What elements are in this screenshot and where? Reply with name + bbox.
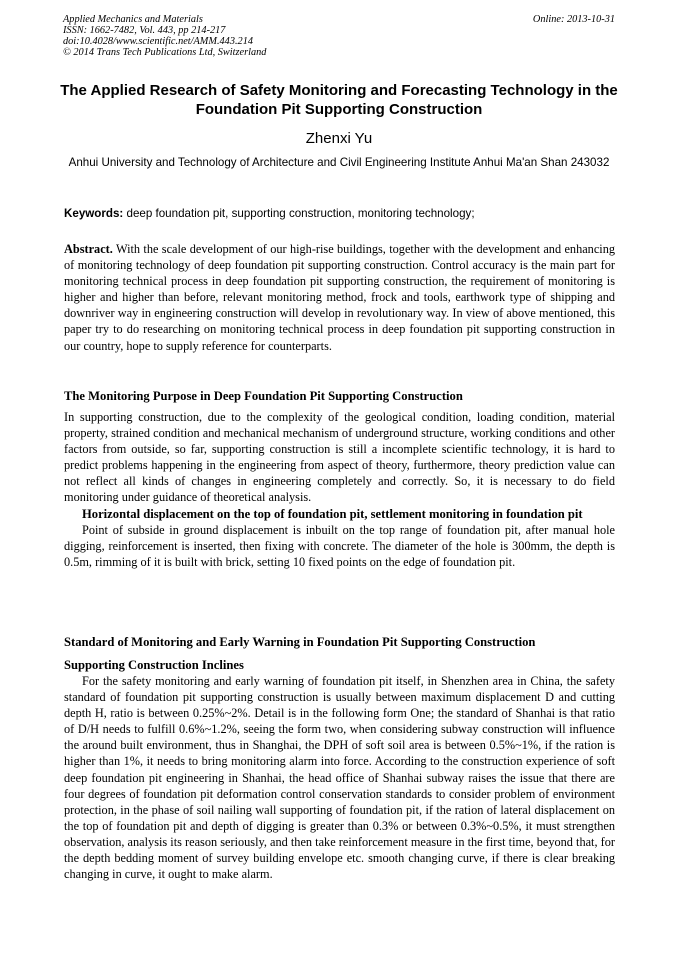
paper-title: The Applied Research of Safety Monitoring and Forecasting Technology in the Foundation Pit Supporting Construction xyxy=(60,82,618,118)
journal-name: Applied Mechanics and Materials xyxy=(63,14,203,25)
section1-paragraph-2: Point of subside in ground displacement is inbuilt on the top range of foundation pit, after manual hole digging, reinforcement is inserted, then fixing with concrete. The diameter of the hole is 300mm, the depth is 0.5m, rimming of it is built with brick, setting 10 fixed points on the edge of foundation pit. xyxy=(64,522,615,569)
author-affiliation: Anhui University and Technology of Architecture and Civil Engineering Institute Anhui Ma'an Shan 243032 xyxy=(68,156,610,169)
section2-paragraph: For the safety monitoring and early warning of foundation pit itself, in Shenzhen area in China, the safety standard of foundation pit supporting construction is usually between maximum displacement D and cutting depth H, ratio is between 0.25%~2%. Detail is in the following form One; the standard of Shanhai is that ratio of D/H needs to fulfill 0.6%~1.2%, seeing the form two, when considering subway construction will influence the around built environment, thus in Shanghai, the DPH of soft soil area is between 0.5%~1%, if the ration is higher than 1%, it needs to bring monitoring alarm into force. According to the construction experience of soft deep foundation pit engineering in Shanhai, the head office of Shanhai subway raises the issue that there are four degrees of foundation pit deformation control conservation standards to consider problem of environment protection, in the phase of soil nailing wall supporting of foundation pit, if the ration of lateral displacement on the top of foundation pit and depth of digging is greater than 0.3% or between 0.3%~0.5%, it must strengthen observation, analysis its reason seriously, and then take reinforcement measure in the first time, beyond that, for the depth bedding moment of survey building envelope etc. smooth changing curve, if there is clear breaking changing in curve, it ought to make alarm. xyxy=(64,674,615,882)
copyright-line: © 2014 Trans Tech Publications Ltd, Switzerland xyxy=(63,47,267,58)
section2-body xyxy=(64,673,615,882)
abstract xyxy=(64,241,615,354)
section1-paragraph: In supporting construction, due to the complexity of the geological condition, loading condition, material property, strained condition and mechanical mechanism of underground structure, working conditions and other factors from outside, so far, supporting construction is still a incomplete scientific technology, it is hard to predict problems happening in the engineering from aspect of theory, furthermore, theory prediction value can not reflect all kinds of changes in engineering completely and correctly. So, it is necessary to do field monitoring under guidance of theoretical analysis. xyxy=(64,410,615,505)
author-name: Zhenxi Yu xyxy=(305,130,373,147)
online-date: Online: 2013-10-31 xyxy=(532,14,615,25)
abstract-label: Abstract. xyxy=(64,242,113,256)
running-header xyxy=(63,14,615,58)
section2-heading: Standard of Monitoring and Early Warning in Foundation Pit Supporting Construction xyxy=(64,635,536,649)
keywords-text: deep foundation pit, supporting construction, monitoring technology; xyxy=(123,207,475,220)
section1-body xyxy=(64,409,615,570)
section1-subheading: Horizontal displacement on the top of foundation pit, settlement monitoring in foundation pit xyxy=(82,506,583,521)
keywords-label: Keywords: xyxy=(64,207,124,220)
section1-heading: The Monitoring Purpose in Deep Foundation Pit Supporting Construction xyxy=(64,389,463,403)
doi-line: doi:10.4028/www.scientific.net/AMM.443.214 xyxy=(63,36,253,47)
section2-subheading: Supporting Construction Inclines xyxy=(64,658,244,672)
abstract-text: With the scale development of our high-rise buildings, together with the development and enhancing of monitoring technology of deep foundation pit supporting construction. Control accuracy is the main part for monitoring technical process in deep foundation pit supporting construction, the requirement of monitoring is higher and higher than before, relevant monitoring method, frock and tools, earthwork type of shipping and downriver way in engineering construction will develop in revolutionary way. In view of above mentioned, this paper try to do researching on monitoring technical process in deep foundation pit supporting construction in our country, hope to supply reference for counterparts. xyxy=(64,242,615,353)
issn-line: ISSN: 1662-7482, Vol. 443, pp 214-217 xyxy=(63,25,226,36)
keywords-line xyxy=(64,206,616,221)
